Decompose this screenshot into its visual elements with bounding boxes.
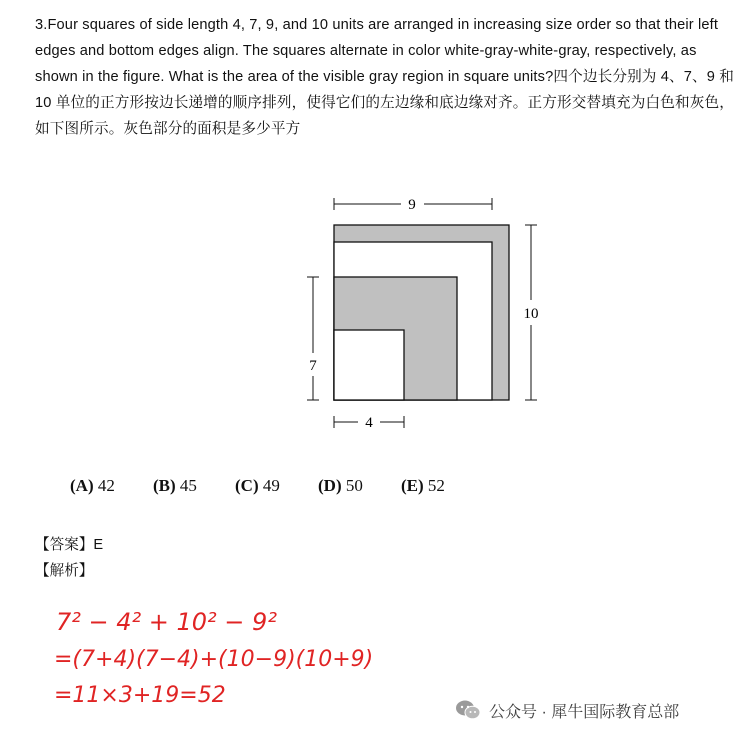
squares-figure — [300, 185, 560, 435]
watermark — [455, 697, 679, 723]
dimension-label-bottom: 4 — [365, 415, 373, 431]
solution-line-3: =11×3+19=52 — [54, 683, 226, 708]
answer-section — [35, 532, 103, 584]
problem-statement — [35, 12, 735, 142]
dimension-label-right: 10 — [523, 306, 539, 322]
choice-e[interactable]: (E) 52 — [401, 476, 445, 495]
answer-choices — [70, 472, 590, 502]
dimension-left — [307, 277, 319, 400]
choice-b[interactable]: (B) 45 — [153, 476, 197, 495]
wechat-icon — [455, 699, 481, 721]
choice-c[interactable]: (C) 49 — [235, 476, 280, 495]
handwritten-solution — [40, 598, 460, 718]
square-4-white — [334, 330, 404, 400]
watermark-text: 公众号 · 犀牛国际教育总部 — [489, 703, 680, 721]
answer-line: 【答案】E — [35, 537, 104, 553]
solution-line-2: =(7+4)(7−4)+(10−9)(10+9) — [54, 647, 374, 672]
dimension-label-left: 7 — [309, 358, 317, 374]
dimension-label-top: 9 — [408, 197, 416, 213]
solution-line-1: 7² − 4² + 10² − 9² — [56, 608, 277, 636]
analysis-label: 【解析】 — [35, 563, 94, 579]
choice-a[interactable]: (A) 42 — [70, 476, 115, 495]
problem-text: 3.Four squares of side length 4, 7, 9, and 10 units are arranged in increasing size order so that their left edges and bottom edges align. The squares alternate in color white-gray-white-gray, respectively, as shown in the figure. What is the area of the visible gray region in square units?四个边长分别为 4、7、9 和 10 单位的正方形按边长递增的顺序排列，使得它们的左边缘和底边缘对齐。正方形交替填充为白色和灰色，如下图所示。灰色部分的面积是多少平方 — [35, 17, 734, 137]
choice-d[interactable]: (D) 50 — [318, 476, 363, 495]
